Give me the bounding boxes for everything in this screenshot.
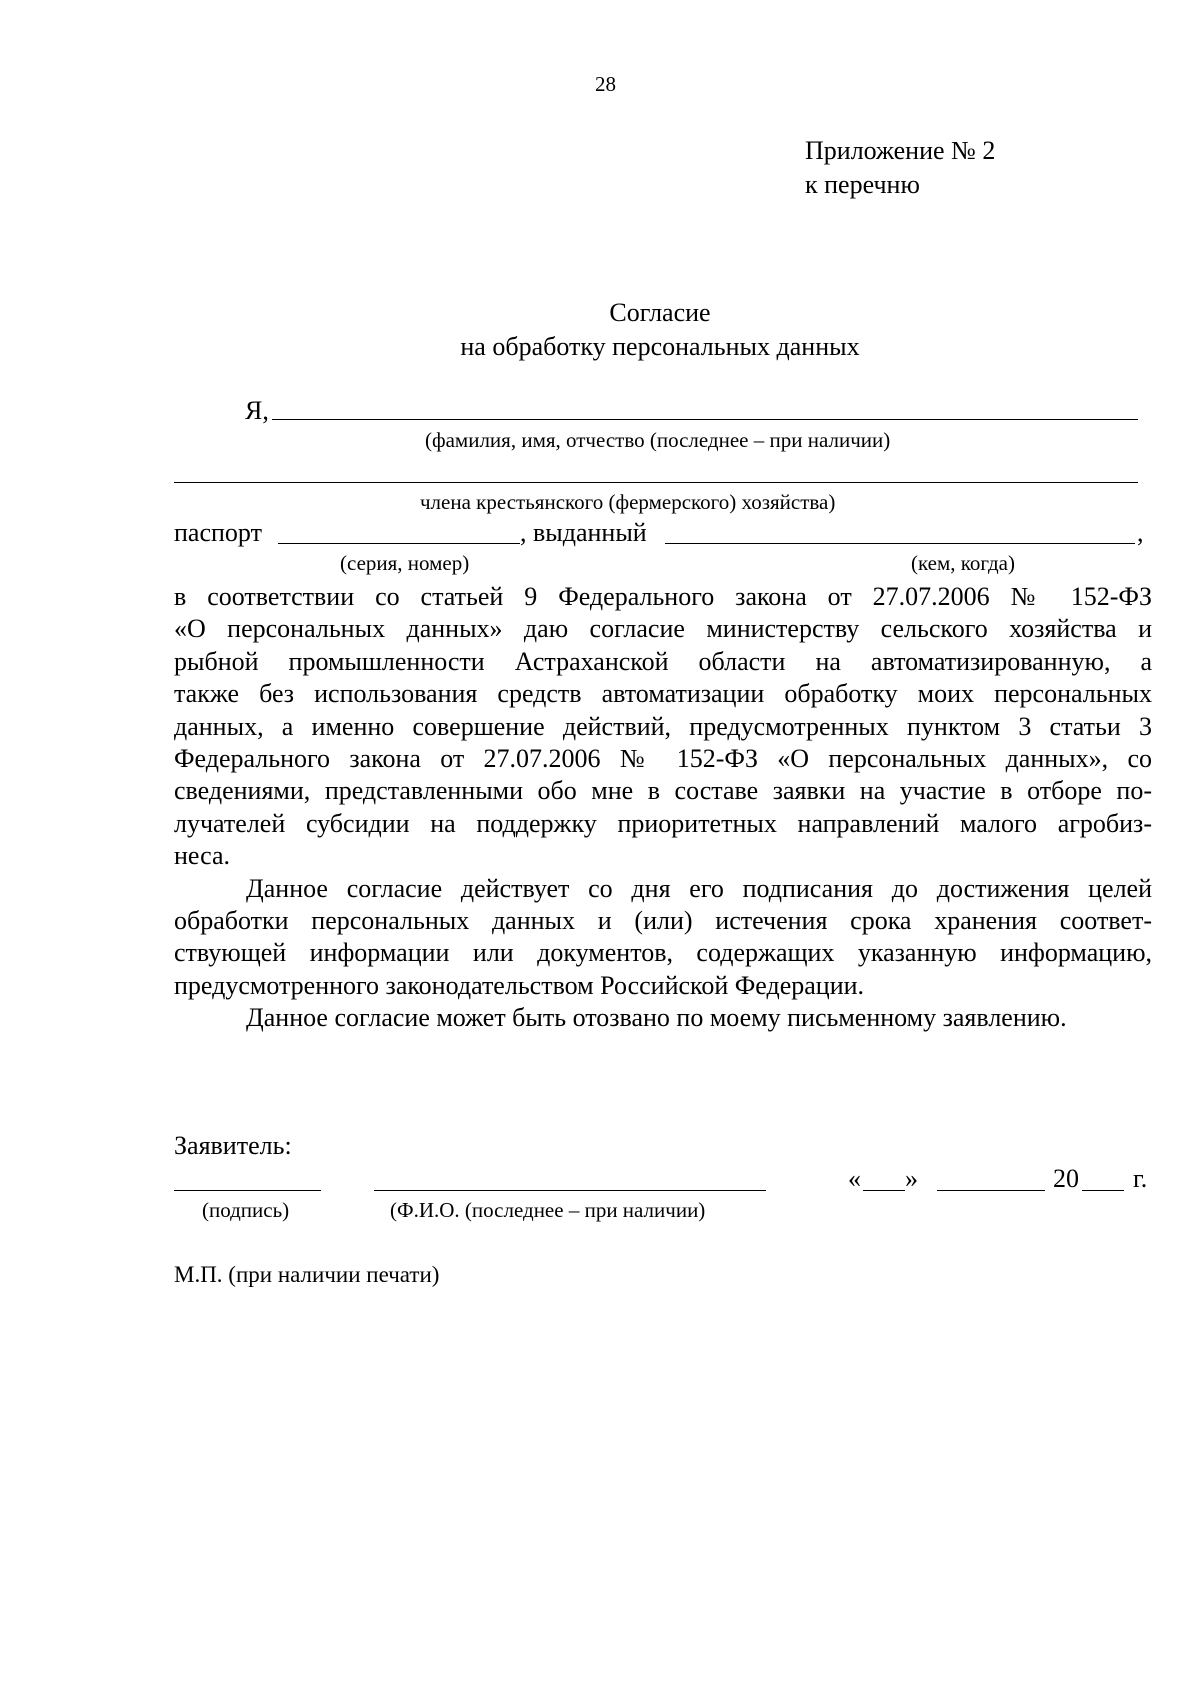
body-line: сведениями, представленными обо мне в составе заявки на участие в отборе по- — [174, 776, 1152, 806]
body-line: рыбной промышленности Астраханской области на автоматизированную, а — [174, 646, 1152, 676]
date-year-field[interactable] — [1082, 1190, 1124, 1191]
date-year-suffix: г. — [1133, 1164, 1148, 1193]
applicant-fio-field[interactable] — [374, 1190, 766, 1191]
annex-header — [805, 134, 995, 202]
passport-issuer-field[interactable] — [665, 543, 1135, 544]
applicant-fio-caption: (Ф.И.О. (последнее – при наличии) — [390, 1198, 706, 1222]
consent-body — [174, 581, 1152, 1035]
body-line: Данное согласие может быть отозвано по моему письменному заявлению. — [246, 1003, 1067, 1033]
document-title — [0, 296, 1200, 364]
member-field[interactable] — [174, 482, 1138, 483]
issuer-caption: (кем, когда) — [911, 551, 1015, 575]
body-line: ствующей информации или документов, содержащих указанную информацию, — [174, 938, 1152, 968]
issued-label: , выданный — [520, 518, 647, 547]
body-line: предусмотренного законодательством Российской Федерации. — [174, 970, 865, 1000]
body-line: также без использования средств автоматизации обработку моих персональных — [174, 679, 1152, 709]
body-line: неса. — [174, 841, 230, 871]
signature-caption: (подпись) — [202, 1198, 290, 1222]
annex-line-1: Приложение № 2 — [805, 136, 996, 165]
signature-field[interactable] — [174, 1190, 321, 1191]
fio-field[interactable] — [272, 419, 1138, 420]
member-caption: члена крестьянского (фермерского) хозяйства) — [420, 490, 836, 514]
body-line: данных, а именно совершение действий, предусмотренных пунктом 3 статьи 3 — [174, 711, 1152, 741]
date-quote-close: » — [905, 1164, 918, 1193]
body-line: лучателей субсидии на поддержку приоритетных направлений малого агробиз- — [174, 808, 1152, 838]
date-month-field[interactable] — [937, 1190, 1045, 1191]
passport-comma: , — [1137, 518, 1144, 547]
series-caption: (серия, номер) — [340, 551, 470, 575]
page-number: 28 — [595, 72, 616, 96]
date-year-prefix: 20 — [1053, 1164, 1079, 1193]
fio-caption: (фамилия, имя, отчество (последнее – при наличии) — [425, 428, 891, 452]
body-line: Федерального закона от 27.07.2006 № 152-ФЗ «О персональных данных», со — [174, 744, 1152, 774]
body-line: обработки персональных данных и (или) истечения срока хранения соответ- — [174, 906, 1152, 936]
applicant-label: Заявитель: — [174, 1131, 292, 1160]
passport-label: паспорт — [174, 518, 262, 547]
title-line-2: на обработку персональных данных — [460, 332, 860, 361]
i-label: Я, — [245, 396, 269, 425]
body-line: в соответствии со статьей 9 Федерального закона от 27.07.2006 № 152-ФЗ — [174, 582, 1152, 611]
date-day-field[interactable] — [863, 1190, 905, 1191]
passport-series-field[interactable] — [278, 543, 520, 544]
body-line: Данное согласие действует со дня его подписания до достижения целей — [246, 873, 1152, 903]
annex-line-2: к перечню — [805, 170, 920, 199]
stamp-note: М.П. (при наличии печати) — [174, 1262, 440, 1287]
body-line: «О персональных данных» даю согласие министерству сельского хозяйства и — [174, 614, 1152, 644]
date-quote-open: « — [848, 1164, 861, 1193]
title-line-1: Согласие — [609, 298, 711, 327]
